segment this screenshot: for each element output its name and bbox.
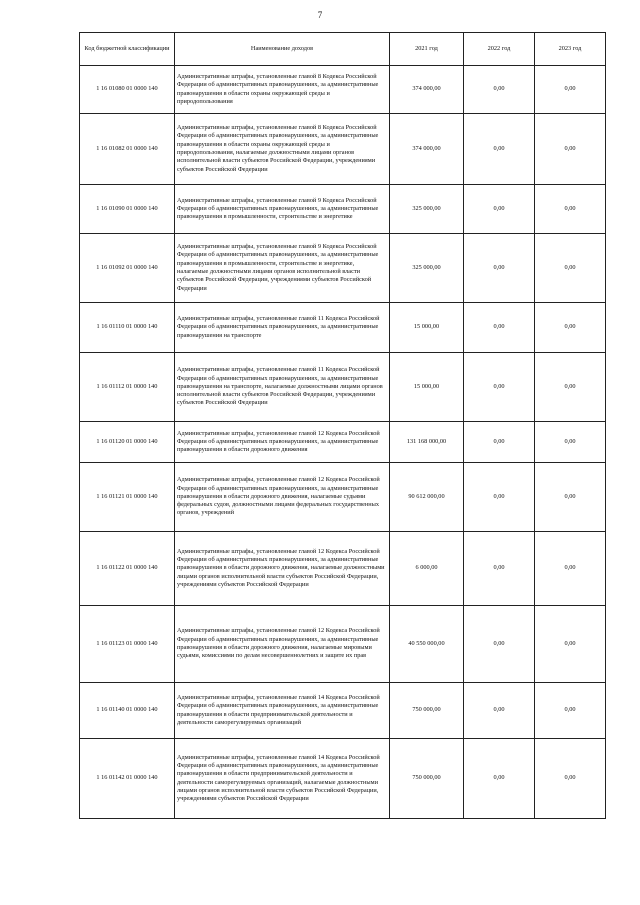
row-2023: 0,00 [535,422,606,463]
row-2022: 0,00 [464,532,535,606]
header-2023: 2023 год [535,33,606,66]
row-2021: 131 168 000,00 [390,422,464,463]
header-code: Код бюджетной классификации [80,33,175,66]
row-code: 1 16 01090 01 0000 140 [80,185,175,234]
row-2022: 0,00 [464,234,535,303]
table-header-row [80,33,606,66]
row-name: Административные штрафы, установленные главой 12 Кодекса Российской Федерации об административных правонарушениях, за административные правонарушения в области дорожного движения [175,422,390,463]
row-2021: 325 000,00 [390,185,464,234]
row-2022: 0,00 [464,114,535,185]
row-2022: 0,00 [464,185,535,234]
row-code: 1 16 01142 01 0000 140 [80,739,175,819]
row-2021: 6 000,00 [390,532,464,606]
row-code: 1 16 01110 01 0000 140 [80,303,175,353]
row-2022: 0,00 [464,303,535,353]
table-row [80,185,606,234]
row-code: 1 16 01092 01 0000 140 [80,234,175,303]
row-name: Административные штрафы, установленные главой 12 Кодекса Российской Федерации об административных правонарушениях, за административные правонарушения в области дорожного движения, налагаемые судьями федеральных судов, должностными лицами федеральных государственных органов, учреждений [175,463,390,532]
row-code: 1 16 01121 01 0000 140 [80,463,175,532]
row-2022: 0,00 [464,66,535,114]
header-2021: 2021 год [390,33,464,66]
row-2021: 374 000,00 [390,66,464,114]
row-2023: 0,00 [535,185,606,234]
row-2022: 0,00 [464,463,535,532]
table-row [80,422,606,463]
row-2021: 15 000,00 [390,303,464,353]
row-2023: 0,00 [535,114,606,185]
row-name: Административные штрафы, установленные главой 12 Кодекса Российской Федерации об административных правонарушениях, за административные правонарушения в области дорожного движения, налагаемые должностными лицами органов исполнительной власти субъектов Российской Федерации, учреждениями субъектов Российской Федерации [175,532,390,606]
revenue-table [79,32,606,819]
row-2021: 374 000,00 [390,114,464,185]
row-2022: 0,00 [464,606,535,683]
row-name: Административные штрафы, установленные главой 8 Кодекса Российской Федерации об административных правонарушениях, за административные правонарушения в области охраны окружающей среды и природопользования, налагаемые должностными лицами органов исполнительной власти субъектов Российской Федерации, учреждениями субъектов Российской Федерации [175,114,390,185]
page-number: 7 [317,10,323,20]
table-row [80,66,606,114]
row-name: Административные штрафы, установленные главой 11 Кодекса Российской Федерации об административных правонарушениях, за административные правонарушения на транспорте, налагаемые должностными лицами органов исполнительной власти субъектов Российской Федерации, учреждениями субъектов Российской Федерации [175,353,390,422]
row-2023: 0,00 [535,234,606,303]
table-row [80,739,606,819]
table-row [80,114,606,185]
header-name: Наименование доходов [175,33,390,66]
row-2022: 0,00 [464,422,535,463]
row-2023: 0,00 [535,303,606,353]
row-2021: 750 000,00 [390,683,464,739]
row-name: Административные штрафы, установленные главой 8 Кодекса Российской Федерации об административных правонарушениях, за административные правонарушения в области охраны окружающей среды и природопользования [175,66,390,114]
row-code: 1 16 01122 01 0000 140 [80,532,175,606]
table-row [80,303,606,353]
header-2022: 2022 год [464,33,535,66]
row-2022: 0,00 [464,683,535,739]
row-code: 1 16 01082 01 0000 140 [80,114,175,185]
row-name: Административные штрафы, установленные главой 11 Кодекса Российской Федерации об административных правонарушениях, за административные правонарушения на транспорте [175,303,390,353]
row-2021: 15 000,00 [390,353,464,422]
row-2023: 0,00 [535,66,606,114]
row-code: 1 16 01120 01 0000 140 [80,422,175,463]
row-code: 1 16 01080 01 0000 140 [80,66,175,114]
row-2021: 40 550 000,00 [390,606,464,683]
table-row [80,463,606,532]
row-2023: 0,00 [535,683,606,739]
row-2021: 90 612 000,00 [390,463,464,532]
row-name: Административные штрафы, установленные главой 14 Кодекса Российской Федерации об административных правонарушениях, за административные правонарушения в области предпринимательской деятельности и деятельности саморегулируемых организаций [175,683,390,739]
row-2023: 0,00 [535,739,606,819]
table-row [80,532,606,606]
table-row [80,683,606,739]
row-name: Административные штрафы, установленные главой 9 Кодекса Российской Федерации об административных правонарушениях, за административные правонарушения в промышленности, строительстве и энергетике [175,185,390,234]
row-code: 1 16 01123 01 0000 140 [80,606,175,683]
table-row [80,234,606,303]
row-2022: 0,00 [464,353,535,422]
row-name: Административные штрафы, установленные главой 14 Кодекса Российской Федерации об административных правонарушениях, за административные правонарушения в области предпринимательской деятельности и деятельности саморегулируемых организаций, налагаемые должностными лицами органов исполнительной власти субъектов Российской Федерации, учреждениями субъектов Российской Федерации [175,739,390,819]
row-2023: 0,00 [535,353,606,422]
row-code: 1 16 01112 01 0000 140 [80,353,175,422]
row-2023: 0,00 [535,463,606,532]
table-row [80,606,606,683]
row-name: Административные штрафы, установленные главой 9 Кодекса Российской Федерации об административных правонарушениях, за административные правонарушения в промышленности, строительстве и энергетике, налагаемые должностными лицами органов исполнительной власти субъектов Российской Федерации, учреждениями субъектов Российской Федерации [175,234,390,303]
row-2021: 750 000,00 [390,739,464,819]
table-row [80,353,606,422]
row-2023: 0,00 [535,606,606,683]
row-2021: 325 000,00 [390,234,464,303]
row-2023: 0,00 [535,532,606,606]
row-2022: 0,00 [464,739,535,819]
row-name: Административные штрафы, установленные главой 12 Кодекса Российской Федерации об административных правонарушениях, за административные правонарушения в области дорожного движения, налагаемые мировыми судьями, комиссиями по делам несовершеннолетних и защите их прав [175,606,390,683]
row-code: 1 16 01140 01 0000 140 [80,683,175,739]
